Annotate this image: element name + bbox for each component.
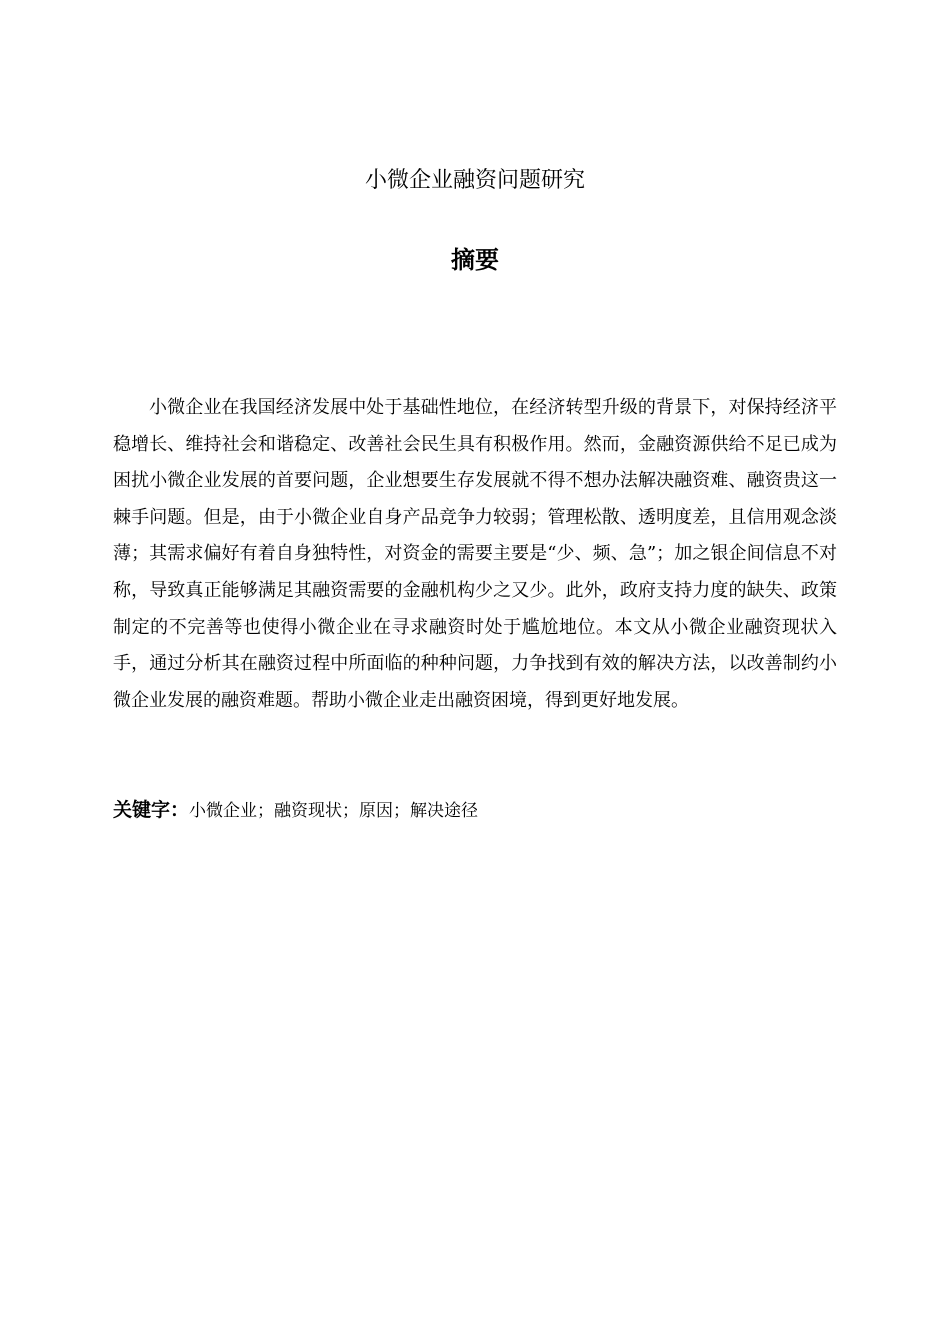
- abstract-heading: 摘要: [451, 246, 499, 274]
- keywords-label: 关键字：: [113, 799, 190, 821]
- abstract-body: 小微企业在我国经济发展中处于基础性地位，在经济转型升级的背景下，对保持经济平稳增长、维持社会和谐稳定、改善社会民生具有积极作用。然而，金融资源供给不足已成为困扰小微企业发展的首要问题，企业想要生存发展就不得不想办法解决融资难、融资贵这一棘手问题。但是，由于小微企业自身产品竞争力较弱；管理松散、透明度差，且信用观念淡薄；其需求偏好有着自身独特性，对资金的需要主要是“少、频、急”；加之银企间信息不对称，导致真正能够满足其融资需要的金融机构少之又少。此外，政府支持力度的缺失、政策制定的不完善等也使得小微企业在寻求融资时处于尴尬地位。本文从小微企业融资现状入手，通过分析其在融资过程中所面临的种种问题，力争找到有效的解决方法，以改善制约小微企业发展的融资难题。帮助小微企业走出融资困境，得到更好地发展。: [113, 397, 837, 711]
- document-title: 小微企业融资问题研究: [364, 168, 585, 193]
- keywords-values: 小微企业；融资现状；原因；解决途径: [189, 801, 479, 821]
- keywords-line: [113, 795, 837, 826]
